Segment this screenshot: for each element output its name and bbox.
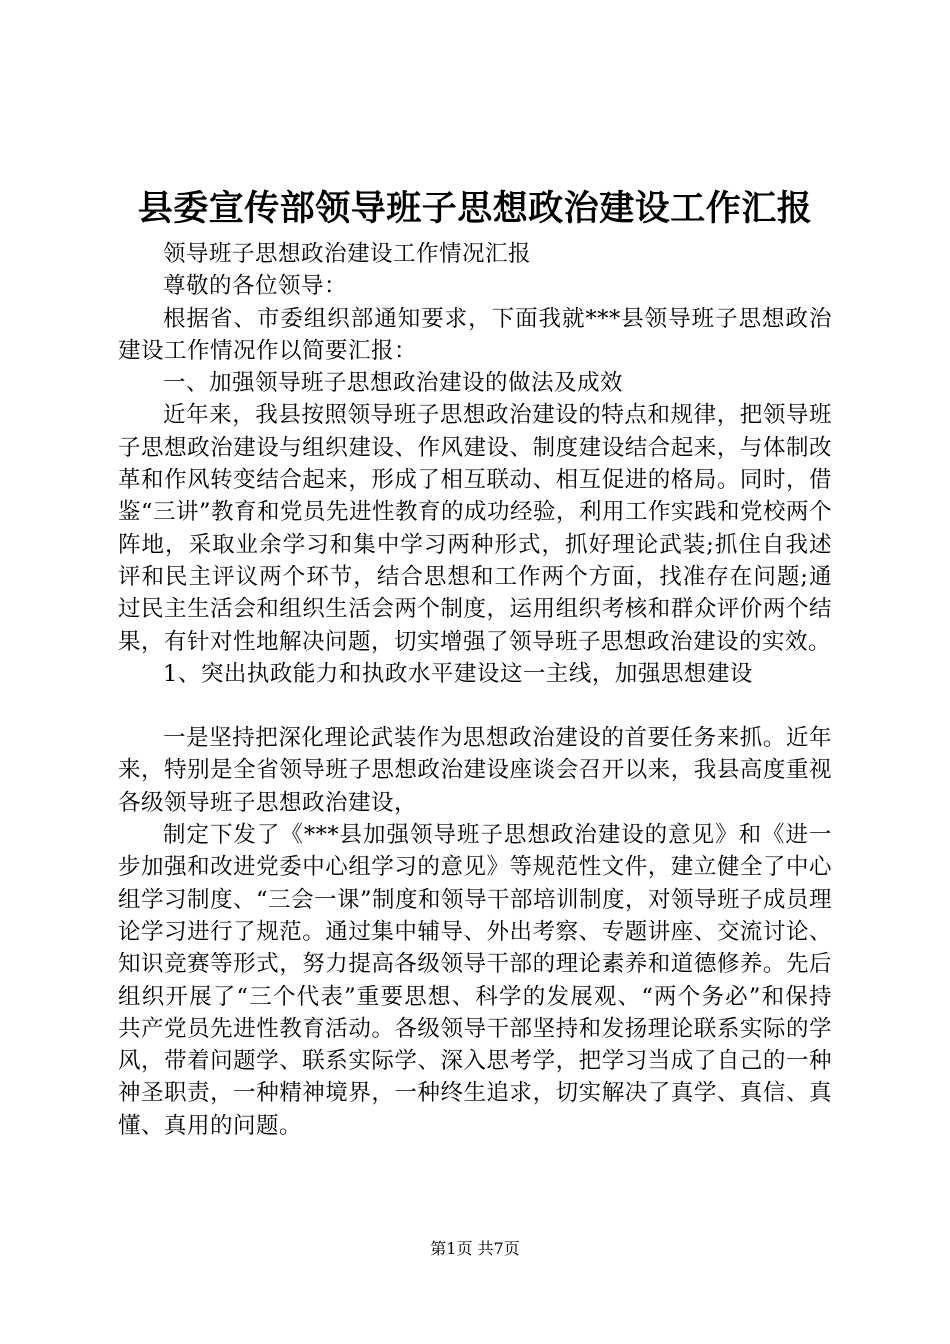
paragraph-overview: 近年来，我县按照领导班子思想政治建设的特点和规律，把领导班子思想政治建设与组织建设、作风建设、制度建设结合起来，与体制改革和作风转变结合起来，形成了相互联动、相互促进的格局。同时，借鉴“三讲”教育和党员先进性教育的成功经验，利用工作实践和党校两个阵地，采取业余学习和集中学习两种形式，抓好理论武装;抓住自我述评和民主评议两个环节，结合思想和工作两个方面，找准存在问题;通过民主生活会和组织生活会两个制度，运用组织考核和群众评价两个结果，有针对性地解决问题，切实增强了领导班子思想政治建设的实效。 [118,402,833,655]
paragraph-report-heading: 领导班子思想政治建设工作情况汇报 [163,241,532,267]
page-number-footer: 第1页 共7页 [430,1239,520,1258]
paragraph-regulations: 制定下发了《***县加强领导班子思想政治建设的意见》和《进一步加强和改进党委中心组学习的意见》等规范性文件，建立健全了中心组学习制度、“三会一课”制度和领导干部培训制度，对领导班子成员理论学习进行了规范。通过集中辅导、外出考察、专题讲座、交流讨论、知识竞赛等形式，努力提高各级领导干部的理论素养和道德修养。先后组织开展了“三个代表”重要思想、科学的发展观、“两个务必”和保持共产党员先进性教育活动。各级领导干部坚持和发扬理论联系实际的学风，带着问题学、联系实际学、深入思考学，把学习当成了自己的一种神圣职责，一种精神境界，一种终生追求，切实解决了真学、真信、真懂、真用的问题。 [118,822,833,1139]
document-body [118,238,832,1142]
subsection-heading-1: 1、突出执政能力和执政水平建设这一主线，加强思想建设 [163,660,753,687]
paragraph-theory-task: 一是坚持把深化理论武装作为思想政治建设的首要任务来抓。近年来，特别是全省领导班子思想政治建设座谈会召开以来，我县高度重视各级领导班子思想政治建设， [118,725,832,816]
paragraph-intro: 根据省、市委组织部通知要求，下面我就***县领导班子思想政治建设工作情况作以简要汇报： [118,305,832,364]
paragraph-salutation: 尊敬的各位领导： [163,273,348,300]
section-heading-1: 一、加强领导班子思想政治建设的做法及成效 [163,370,624,397]
document-title: 县委宣传部领导班子思想政治建设工作汇报 [137,188,813,229]
